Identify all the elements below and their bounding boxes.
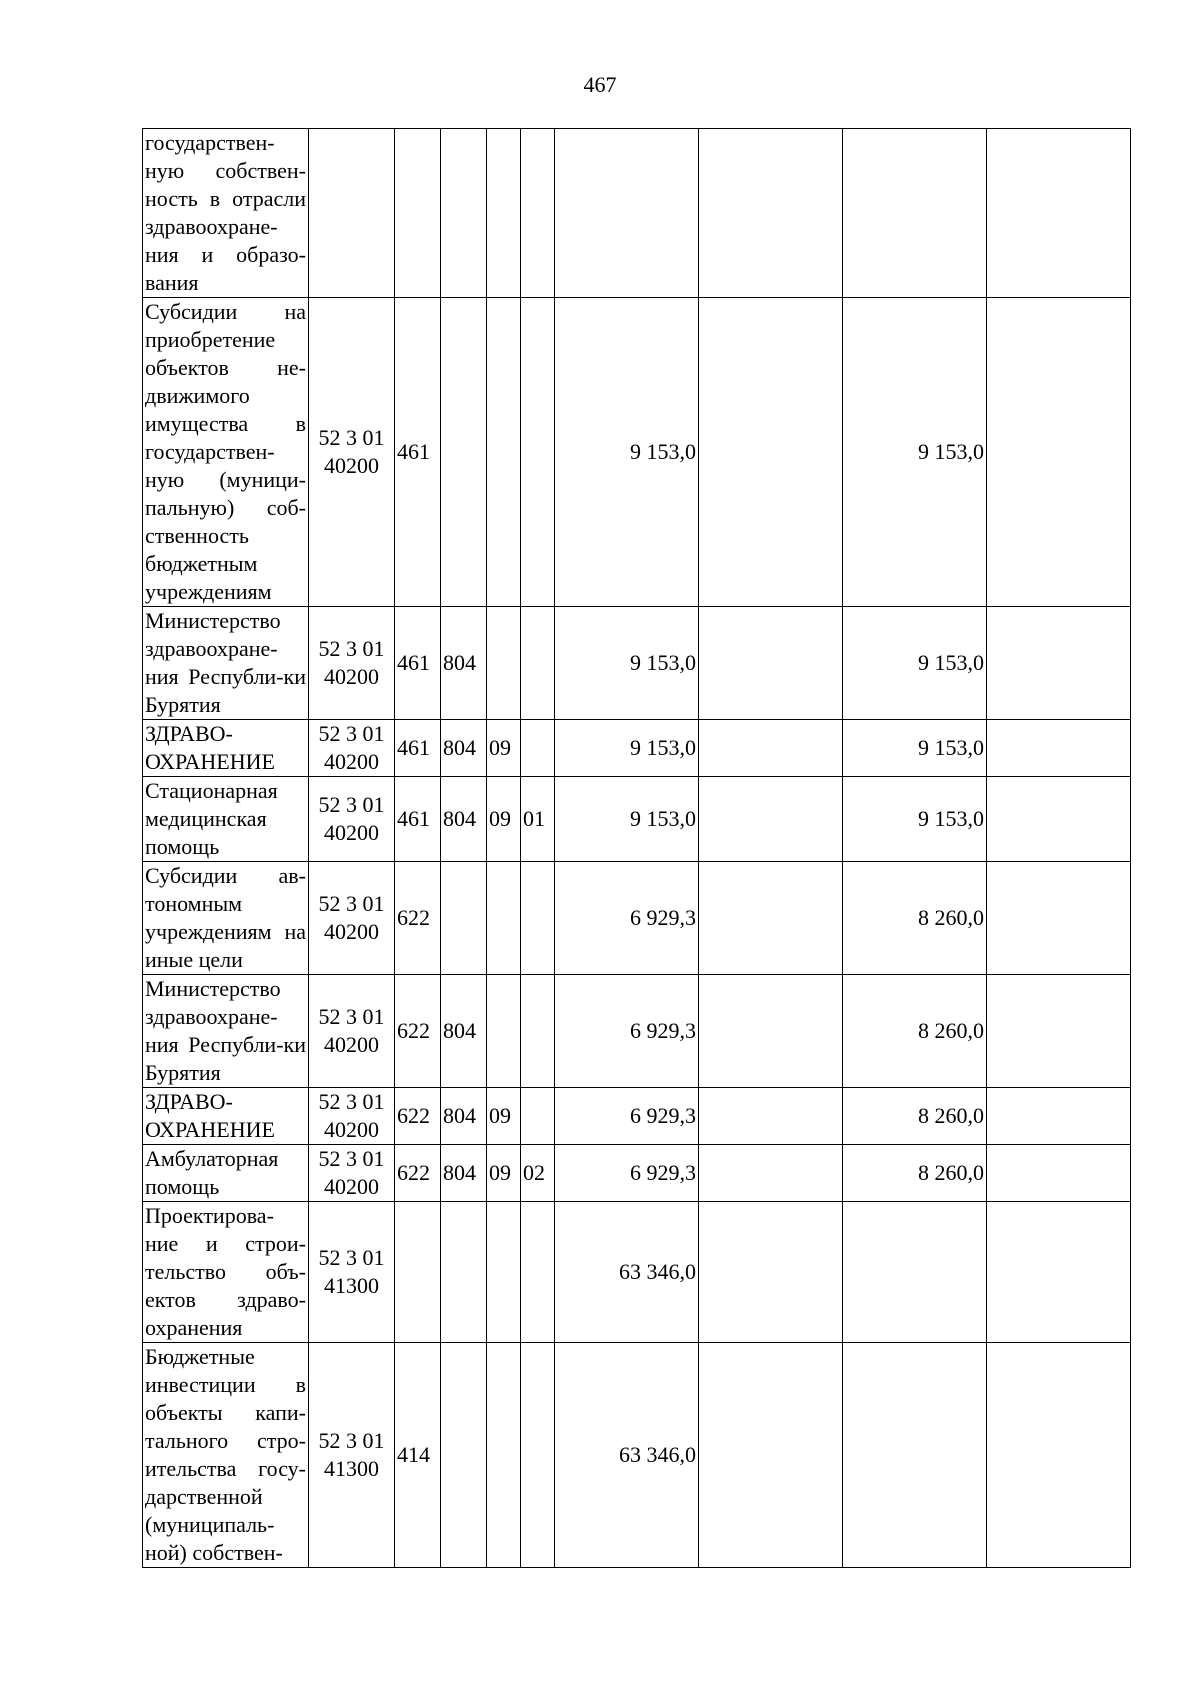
table-row (143, 862, 1131, 975)
amount-1-cell: 6 929,3 (555, 862, 699, 975)
expense-type-cell: 622 (395, 975, 441, 1088)
expense-type-cell: 461 (395, 720, 441, 777)
section-code-cell (487, 862, 521, 975)
amount-1-cell: 6 929,3 (555, 975, 699, 1088)
table-row (143, 1145, 1131, 1202)
target-article-code-line2: 40200 (324, 1117, 379, 1142)
amount-3-cell: 8 260,0 (843, 1088, 987, 1145)
row-name-cell (143, 1343, 309, 1568)
target-article-code-cell (309, 777, 395, 862)
target-article-code-line1: 52 3 01 (318, 1146, 385, 1171)
amount-3-cell: 9 153,0 (843, 607, 987, 720)
amount-4-cell (987, 129, 1131, 298)
subsection-code-cell (521, 1343, 555, 1568)
amount-4-cell (987, 1343, 1131, 1568)
amount-1-cell: 9 153,0 (555, 607, 699, 720)
table-row (143, 720, 1131, 777)
table-row (143, 1343, 1131, 1568)
amount-1-cell: 6 929,3 (555, 1088, 699, 1145)
amount-4-cell (987, 720, 1131, 777)
table-row (143, 777, 1131, 862)
expense-type-cell (395, 1202, 441, 1343)
amount-3-cell: 9 153,0 (843, 720, 987, 777)
subsection-code-cell (521, 1088, 555, 1145)
subsection-code-cell (521, 1202, 555, 1343)
ministry-code-cell: 804 (441, 777, 487, 862)
section-code-cell: 09 (487, 777, 521, 862)
subsection-code-cell (521, 975, 555, 1088)
target-article-code-line2: 40200 (324, 820, 379, 845)
target-article-code-line1: 52 3 01 (318, 1245, 385, 1270)
row-name: ЗДРАВО-ОХРАНЕНИЕ (145, 1089, 275, 1142)
row-name-cell (143, 1202, 309, 1343)
amount-2-cell (699, 777, 843, 862)
expense-type-cell: 622 (395, 1145, 441, 1202)
table-row (143, 129, 1131, 298)
table-row (143, 298, 1131, 607)
amount-2-cell (699, 607, 843, 720)
amount-2-cell (699, 1343, 843, 1568)
row-name-cell (143, 862, 309, 975)
target-article-code-line2: 40200 (324, 664, 379, 689)
ministry-code-cell: 804 (441, 975, 487, 1088)
target-article-code-cell (309, 1343, 395, 1568)
target-article-code-line1: 52 3 01 (318, 891, 385, 916)
row-name-cell (143, 720, 309, 777)
ministry-code-cell: 804 (441, 1088, 487, 1145)
amount-2-cell (699, 1145, 843, 1202)
section-code-cell (487, 298, 521, 607)
amount-1-cell: 6 929,3 (555, 1145, 699, 1202)
section-code-cell (487, 1202, 521, 1343)
table-row (143, 1088, 1131, 1145)
section-code-cell (487, 975, 521, 1088)
amount-1-cell (555, 129, 699, 298)
ministry-code-cell (441, 862, 487, 975)
amount-3-cell (843, 129, 987, 298)
row-name: Стационарная медицинская помощь (145, 778, 278, 859)
table-row (143, 975, 1131, 1088)
amount-2-cell (699, 1088, 843, 1145)
ministry-code-cell (441, 1343, 487, 1568)
subsection-code-cell: 01 (521, 777, 555, 862)
target-article-code-line1: 52 3 01 (318, 636, 385, 661)
ministry-code-cell: 804 (441, 1145, 487, 1202)
amount-1-cell: 63 346,0 (555, 1343, 699, 1568)
target-article-code-cell (309, 129, 395, 298)
section-code-cell (487, 607, 521, 720)
ministry-code-cell: 804 (441, 720, 487, 777)
target-article-code-cell (309, 298, 395, 607)
table-row (143, 1202, 1131, 1343)
amount-2-cell (699, 975, 843, 1088)
target-article-code-cell (309, 607, 395, 720)
amount-4-cell (987, 1145, 1131, 1202)
target-article-code-line1: 52 3 01 (318, 792, 385, 817)
ministry-code-cell: 804 (441, 607, 487, 720)
row-name: ЗДРАВО-ОХРАНЕНИЕ (145, 721, 275, 774)
row-name: Амбулаторная помощь (145, 1146, 279, 1199)
row-name-cell (143, 777, 309, 862)
target-article-code-line1: 52 3 01 (318, 1004, 385, 1029)
amount-3-cell: 9 153,0 (843, 777, 987, 862)
section-code-cell: 09 (487, 720, 521, 777)
ministry-code-cell (441, 1202, 487, 1343)
expense-type-cell: 622 (395, 1088, 441, 1145)
amount-1-cell: 63 346,0 (555, 1202, 699, 1343)
amount-2-cell (699, 720, 843, 777)
target-article-code-cell (309, 1202, 395, 1343)
row-name-cell (143, 129, 309, 298)
target-article-code-cell (309, 862, 395, 975)
target-article-code-cell (309, 975, 395, 1088)
target-article-code-cell (309, 720, 395, 777)
table-row (143, 607, 1131, 720)
target-article-code-line2: 40200 (324, 749, 379, 774)
expense-type-cell: 461 (395, 777, 441, 862)
amount-4-cell (987, 862, 1131, 975)
row-name-cell (143, 975, 309, 1088)
row-name: Субсидии ав-тономным учреждениям на иные цели (145, 863, 306, 972)
amount-1-cell: 9 153,0 (555, 720, 699, 777)
target-article-code-line2: 41300 (324, 1273, 379, 1298)
subsection-code-cell (521, 298, 555, 607)
amount-4-cell (987, 1202, 1131, 1343)
row-name: Бюджетные инвестиции в объекты капи-тального стро-ительства госу-дарственной (муниципаль-ной) собствен- (145, 1344, 306, 1565)
subsection-code-cell (521, 720, 555, 777)
row-name: Министерство здравоохране-ния Республи-ки Бурятия (145, 976, 306, 1085)
amount-4-cell (987, 298, 1131, 607)
row-name-cell (143, 298, 309, 607)
subsection-code-cell: 02 (521, 1145, 555, 1202)
amount-4-cell (987, 975, 1131, 1088)
amount-3-cell: 9 153,0 (843, 298, 987, 607)
section-code-cell: 09 (487, 1088, 521, 1145)
row-name-cell (143, 1145, 309, 1202)
amount-1-cell: 9 153,0 (555, 777, 699, 862)
amount-3-cell: 8 260,0 (843, 975, 987, 1088)
target-article-code-cell (309, 1145, 395, 1202)
target-article-code-line1: 52 3 01 (318, 1428, 385, 1453)
amount-2-cell (699, 1202, 843, 1343)
amount-4-cell (987, 1088, 1131, 1145)
budget-table (142, 128, 1131, 1568)
target-article-code-line2: 40200 (324, 919, 379, 944)
subsection-code-cell (521, 607, 555, 720)
target-article-code-line2: 41300 (324, 1456, 379, 1481)
target-article-code-line2: 40200 (324, 453, 379, 478)
target-article-code-line1: 52 3 01 (318, 1089, 385, 1114)
expense-type-cell: 461 (395, 298, 441, 607)
amount-3-cell: 8 260,0 (843, 1145, 987, 1202)
expense-type-cell: 414 (395, 1343, 441, 1568)
amount-3-cell: 8 260,0 (843, 862, 987, 975)
amount-2-cell (699, 862, 843, 975)
amount-4-cell (987, 607, 1131, 720)
section-code-cell (487, 129, 521, 298)
subsection-code-cell (521, 129, 555, 298)
page-number: 467 (583, 72, 617, 97)
ministry-code-cell (441, 298, 487, 607)
row-name-cell (143, 1088, 309, 1145)
row-name-cell (143, 607, 309, 720)
expense-type-cell (395, 129, 441, 298)
target-article-code-cell (309, 1088, 395, 1145)
row-name: Министерство здравоохране-ния Республи-ки Бурятия (145, 608, 306, 717)
row-name: государствен-ную собствен-ность в отрасли здравоохране-ния и образо-вания (145, 130, 306, 295)
amount-1-cell: 9 153,0 (555, 298, 699, 607)
section-code-cell: 09 (487, 1145, 521, 1202)
expense-type-cell: 461 (395, 607, 441, 720)
subsection-code-cell (521, 862, 555, 975)
amount-4-cell (987, 777, 1131, 862)
expense-type-cell: 622 (395, 862, 441, 975)
section-code-cell (487, 1343, 521, 1568)
amount-2-cell (699, 298, 843, 607)
row-name: Субсидии на приобретение объектов не-движимого имущества в государствен-ную (муници-пальную) соб-ственность бюджетным учреждениям (145, 299, 306, 604)
target-article-code-line2: 40200 (324, 1174, 379, 1199)
ministry-code-cell (441, 129, 487, 298)
amount-3-cell (843, 1202, 987, 1343)
target-article-code-line1: 52 3 01 (318, 425, 385, 450)
target-article-code-line1: 52 3 01 (318, 721, 385, 746)
target-article-code-line2: 40200 (324, 1032, 379, 1057)
row-name: Проектирова-ние и строи-тельство объ-ектов здраво-охранения (145, 1203, 306, 1340)
amount-3-cell (843, 1343, 987, 1568)
amount-2-cell (699, 129, 843, 298)
